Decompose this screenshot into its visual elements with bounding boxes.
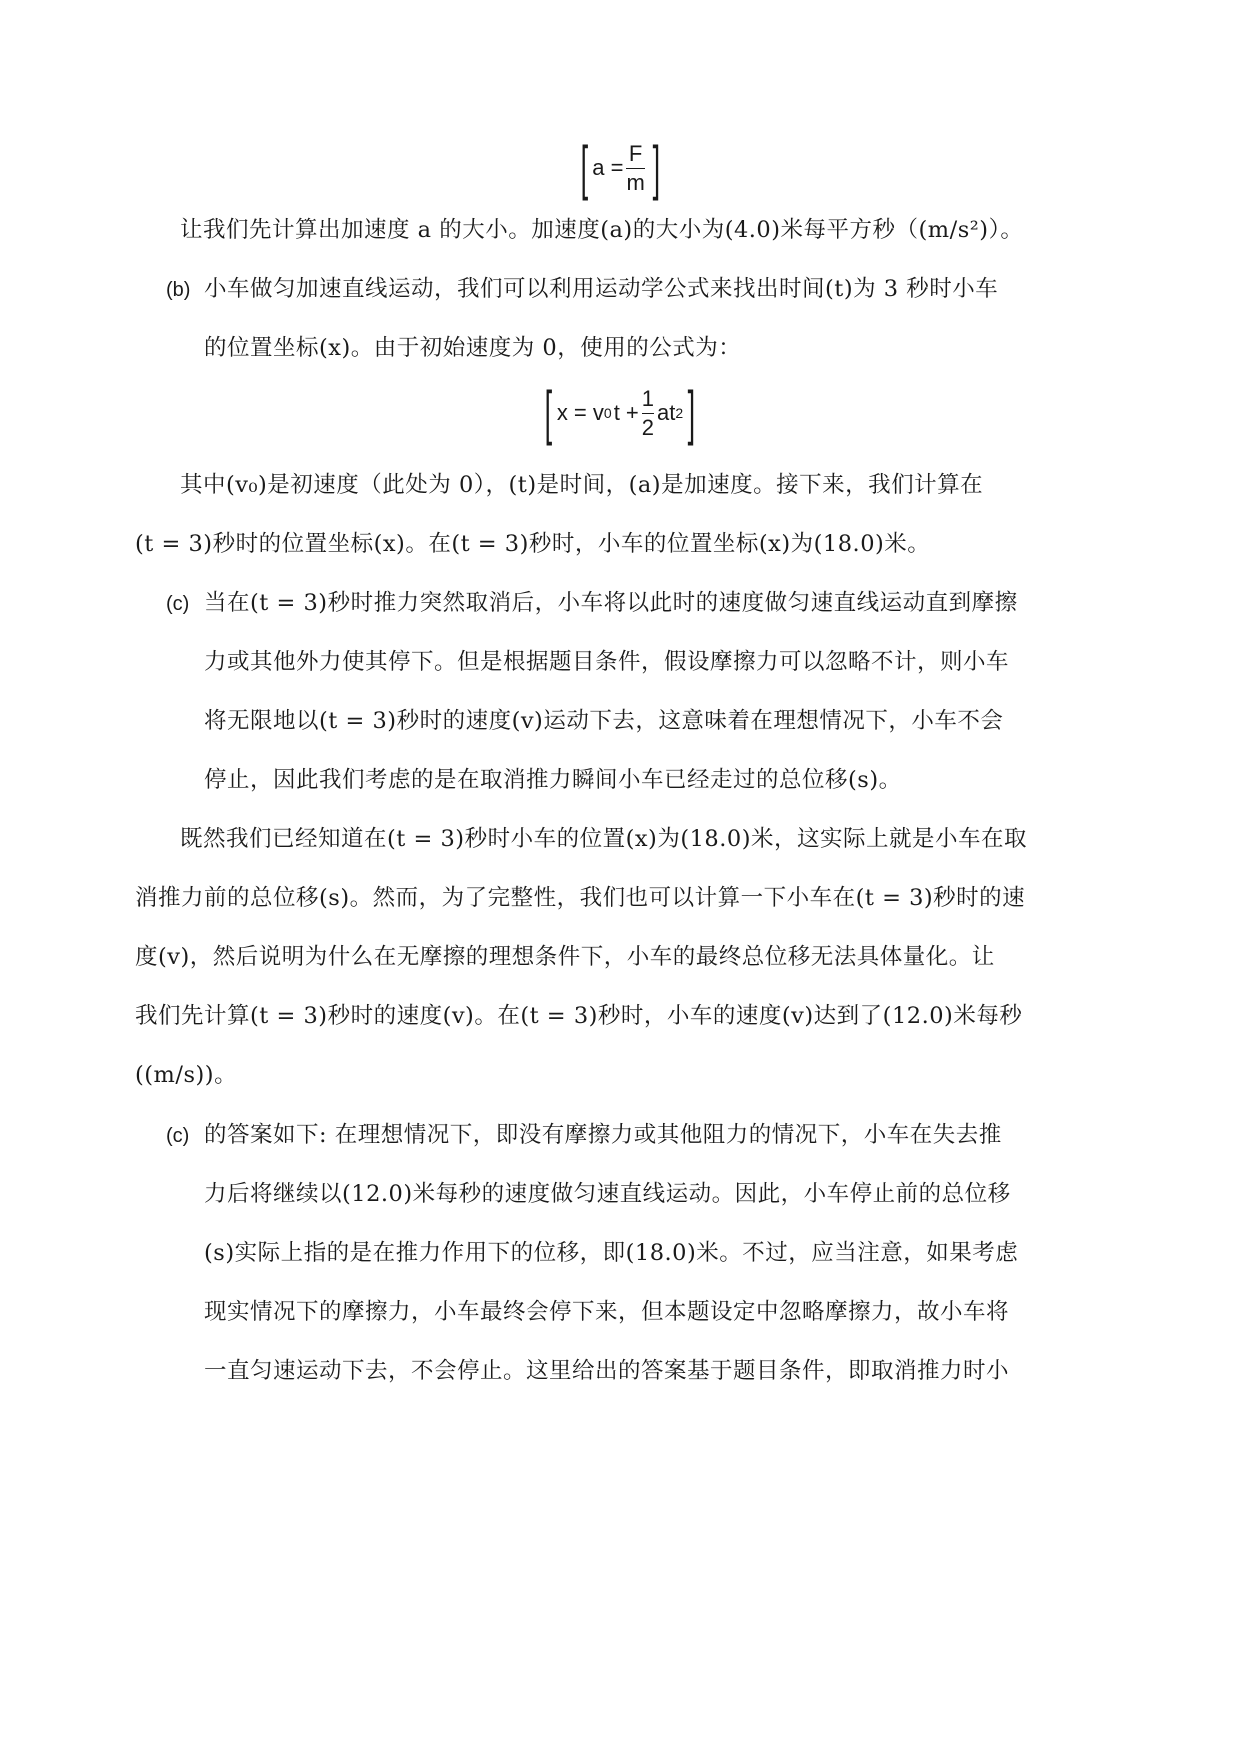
fraction-denominator: 2 (641, 414, 655, 440)
part-c-line-1: 当在(t = 3)秒时推力突然取消后，小车将以此时的速度做匀速直线运动直到摩擦 (204, 590, 1018, 616)
equation-position (470, 379, 770, 455)
equation-lhs: a = (592, 155, 624, 180)
paragraph-velocity-line-1: 既然我们已经知道在(t = 3)秒时小车的位置(x)为(18.0)米，这实际上就是小车在取 (180, 826, 1027, 852)
paragraph-velocity-line-4: 我们先计算(t = 3)秒时的速度(v)。在(t = 3)秒时，小车的速度(v)达到了(12.0)米每秒 (135, 1003, 1023, 1029)
equation2-subscript: 0 (603, 405, 612, 421)
paragraph-velocity-line-5: ((m/s))。 (135, 1062, 238, 1088)
fraction-numerator: 1 (641, 385, 655, 411)
fraction-numerator: F (628, 140, 643, 166)
fraction-half (642, 387, 654, 440)
paragraph-position-line-1: 其中(v₀)是初速度（此处为 0），(t)是时间，(a)是加速度。接下来，我们计算在 (180, 472, 984, 498)
right-bracket: ] (687, 379, 696, 446)
part-c-answer-line-2: 力后将继续以(12.0)米每秒的速度做匀速直线运动。因此，小车停止前的总位移 (204, 1181, 1011, 1207)
equation2-superscript: 2 (675, 405, 684, 421)
part-c-label: (c) (166, 593, 190, 615)
fraction-bar (642, 413, 654, 414)
right-bracket: ] (652, 134, 660, 201)
paragraph-velocity-line-2: 消推力前的总位移(s)。然而，为了完整性，我们也可以计算一下小车在(t = 3)秒时的速 (135, 885, 1026, 911)
equation2-mid: t + (613, 400, 639, 425)
part-c-answer-line-5: 一直匀速运动下去，不会停止。这里给出的答案基于题目条件，即取消推力时小 (204, 1358, 1010, 1384)
fraction (626, 142, 644, 195)
part-c-answer-label: (c) (166, 1125, 190, 1147)
fraction-bar (626, 168, 644, 169)
paragraph-velocity-line-3: 度(v)，然后说明为什么在无摩擦的理想条件下，小车的最终总位移无法具体量化。让 (135, 944, 995, 970)
part-c-line-3: 将无限地以(t = 3)秒时的速度(v)运动下去，这意味着在理想情况下，小车不会 (204, 708, 1004, 734)
paragraph-acceleration: 让我们先计算出加速度 a 的大小。加速度(a)的大小为(4.0)米每平方秒（(m/s²)）。 (180, 217, 1024, 243)
equation-acceleration (520, 134, 720, 208)
part-b-label: (b) (166, 279, 191, 301)
left-bracket: [ (544, 379, 553, 446)
fraction-denominator: m (626, 169, 645, 195)
part-c-answer-line-1: 的答案如下: 在理想情况下，即没有摩擦力或其他阻力的情况下，小车在失去推 (204, 1122, 1002, 1148)
part-b-line-2: 的位置坐标(x)。由于初始速度为 0，使用的公式为： (204, 335, 742, 361)
part-c-line-4: 停止，因此我们考虑的是在取消推力瞬间小车已经走过的总位移(s)。 (204, 767, 902, 793)
equation2-rhs: at (657, 400, 676, 425)
part-b-line-1: 小车做匀加速直线运动，我们可以利用运动学公式来找出时间(t)为 3 秒时小车 (204, 276, 999, 302)
part-c-line-2: 力或其他外力使其停下。但是根据题目条件，假设摩擦力可以忽略不计，则小车 (204, 649, 1010, 675)
equation2-lhs: x = v (556, 400, 604, 425)
left-bracket: [ (580, 134, 588, 201)
part-c-answer-line-3: (s)实际上指的是在推力作用下的位移，即(18.0)米。不过，应当注意，如果考虑 (204, 1240, 1019, 1266)
part-c-answer-line-4: 现实情况下的摩擦力，小车最终会停下来，但本题设定中忽略摩擦力，故小车将 (204, 1299, 1010, 1325)
paragraph-position-line-2: (t = 3)秒时的位置坐标(x)。在(t = 3)秒时，小车的位置坐标(x)为(18.0)米。 (135, 531, 931, 557)
